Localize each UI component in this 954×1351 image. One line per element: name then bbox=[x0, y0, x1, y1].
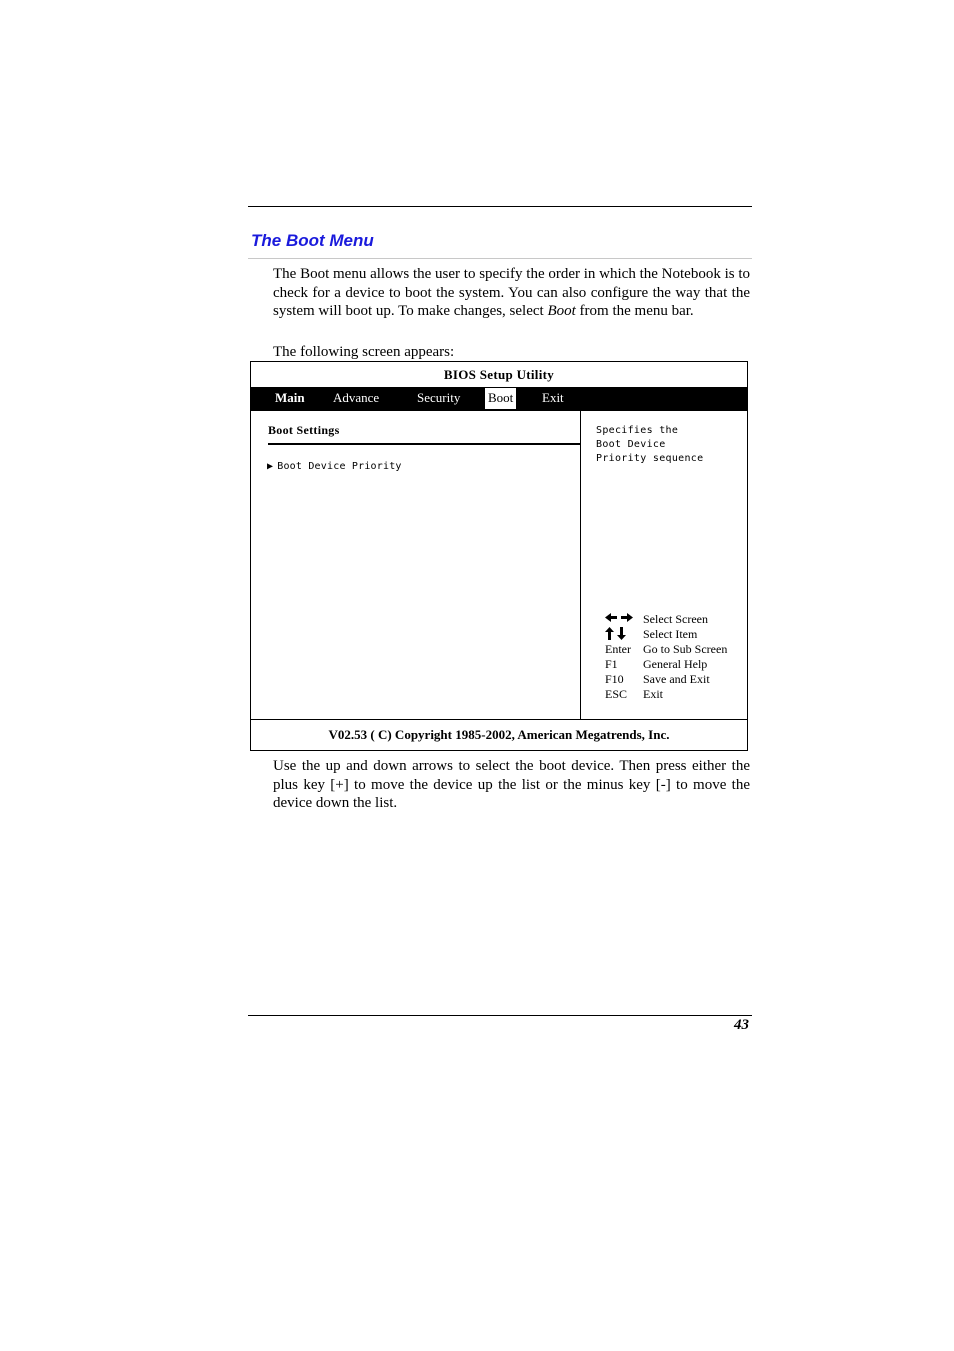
top-rule bbox=[248, 206, 752, 207]
bios-screenshot bbox=[250, 361, 748, 751]
tab-boot[interactable]: Boot bbox=[485, 388, 516, 409]
key-name: F1 bbox=[605, 657, 618, 671]
tab-exit[interactable]: Exit bbox=[542, 390, 564, 405]
key-desc: Select Screen bbox=[643, 612, 708, 626]
key-desc: Save and Exit bbox=[643, 672, 710, 686]
key-desc: Go to Sub Screen bbox=[643, 642, 728, 656]
bottom-rule bbox=[248, 1015, 752, 1016]
after-paragraph: Use the up and down arrows to select the boot device. Then press either the plus key [+] to move the device up the list or the minus key [-] to move the device down the list. bbox=[273, 758, 750, 811]
help-line: Priority sequence bbox=[596, 453, 704, 464]
section-title: The Boot Menu bbox=[251, 231, 374, 250]
page-number: 43 bbox=[734, 1017, 749, 1033]
key-desc: General Help bbox=[643, 657, 708, 671]
bios-menu-bar bbox=[251, 387, 747, 411]
key-name: Enter bbox=[605, 642, 631, 656]
tab-main[interactable]: Main bbox=[275, 390, 305, 405]
tab-security[interactable]: Security bbox=[417, 390, 461, 405]
tab-advance[interactable]: Advance bbox=[333, 390, 380, 405]
intro-text-1: The Boot menu allows the user to specify the order in which the Notebook is to check for a device to boot the system. You can also configure the way that the system will boot up. To make changes, select bbox=[273, 266, 750, 319]
left-right-arrows-icon bbox=[605, 612, 641, 627]
key-name: ESC bbox=[605, 687, 628, 701]
submenu-arrow-icon: ▶ bbox=[267, 461, 274, 472]
boot-settings-divider bbox=[268, 443, 580, 445]
bios-title: BIOS Setup Utility bbox=[443, 367, 555, 382]
boot-settings-heading: Boot Settings bbox=[268, 423, 340, 437]
key-name: F10 bbox=[605, 672, 624, 686]
heading-underline bbox=[248, 258, 752, 259]
key-desc: Select Item bbox=[643, 627, 698, 641]
intro-paragraph bbox=[273, 265, 750, 321]
boot-device-priority-item[interactable] bbox=[267, 461, 402, 472]
key-desc: Exit bbox=[643, 687, 663, 701]
boot-device-priority-label: Boot Device Priority bbox=[277, 461, 402, 472]
help-line: Specifies the bbox=[596, 425, 679, 436]
intro-emphasis: Boot bbox=[547, 303, 576, 319]
help-line: Boot Device bbox=[596, 439, 666, 450]
screen-intro: The following screen appears: bbox=[273, 344, 455, 360]
bios-copyright-footer: V02.53 ( C) Copyright 1985-2002, American Megatrends, Inc. bbox=[251, 719, 747, 750]
intro-text-2: from the menu bar. bbox=[575, 303, 694, 319]
bios-help-text bbox=[596, 424, 703, 466]
bios-settings-panel bbox=[251, 411, 581, 720]
